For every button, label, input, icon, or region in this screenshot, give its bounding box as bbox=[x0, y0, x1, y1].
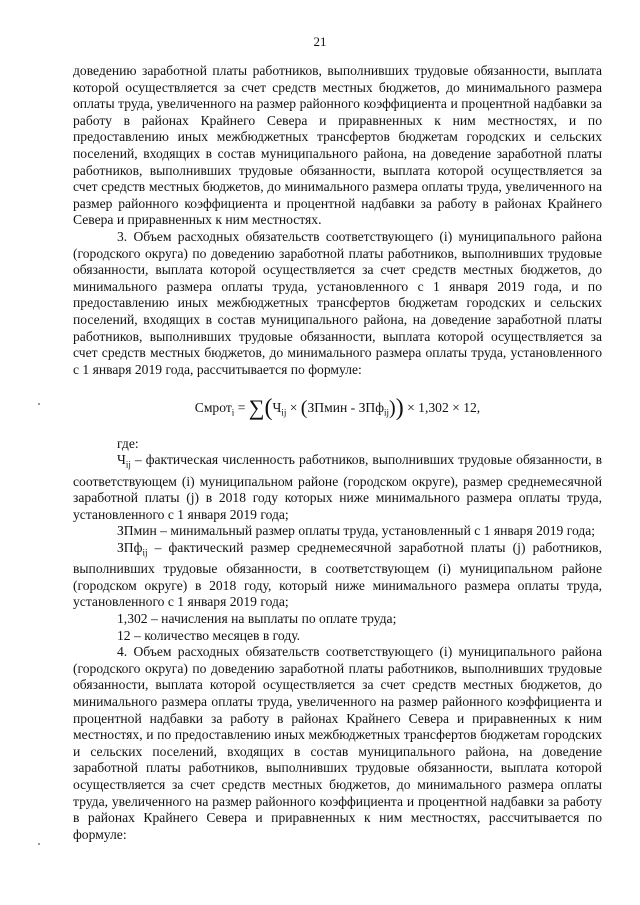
formula-tail: × 1,302 × 12, bbox=[403, 400, 481, 416]
paragraph-4: 4. Объем расходных обязательств соответствующего (i) муниципального района (городского округа) по доведению заработной платы работников, выполнивших трудовые обязанности, выплата которой осуществляется за счет средств местных бюджетов, до минимального размера оплаты труда, увеличенного на размер районного коэффициента и процентной надбавки за работу в районах Крайнего Севера и приравненных к ним местностях, и по предоставлению иных межбюджетных трансфертов бюджетам городских и сельских поселений, входящих в состав муниципального района, на доведение заработной платы работников, выполнивших трудовые обязанности, выплата которой осуществляется за счет средств местных бюджетов, до минимального размера оплаты труда, увеличенного на размер районного коэффициента и процентной надбавки за работу в районах Крайнего Севера и приравненных к ним местностях, рассчитывается по формуле: bbox=[73, 644, 602, 842]
formula-close-paren: ) bbox=[395, 395, 404, 422]
page-number: 21 bbox=[313, 34, 327, 49]
formula-eq: = bbox=[234, 400, 249, 416]
definition-accruals: 1,302 – начисления на выплаты по оплате труда; bbox=[117, 610, 397, 626]
def-text: – фактическая численность работников, выполнивших трудовые обязанности, в соответствующем (i) муниципальном районе (городском округе), размер среднемесячной заработной платы (j) в 2018 году которых ниже минимального размера оплаты труда, установленного с 1 января 2019 года; bbox=[73, 452, 602, 522]
formula-close-paren-inner: ) bbox=[389, 397, 396, 420]
def-symbol-sub: ij bbox=[125, 459, 131, 470]
formula-open-paren: ( bbox=[264, 395, 273, 422]
definition-headcount bbox=[73, 452, 602, 523]
definition-actual-wage bbox=[73, 540, 602, 611]
scan-mark bbox=[38, 843, 40, 845]
formula-term2-sub: ij bbox=[384, 408, 390, 418]
formula-lhs: Смрот bbox=[194, 400, 232, 416]
where-label: где: bbox=[117, 435, 139, 451]
formula-open-paren-inner: ( bbox=[300, 397, 308, 420]
document-body bbox=[73, 63, 602, 843]
def-symbol: ЗПф bbox=[117, 539, 143, 555]
formula-term2: ЗПмин - ЗПф bbox=[307, 400, 385, 416]
paragraph-3: 3. Объем расходных обязательств соответствующего (i) муниципального района (городского округа) по доведению заработной платы работников, выполнивших трудовые обязанности, выплата которой осуществляется за счет средств местных бюджетов, до минимального размера оплаты труда, установленного с 1 января 2019 года, и по предоставлению иных межбюджетных трансфертов бюджетам городских и сельских поселений, входящих в состав муниципального района, на доведение заработной платы работников, выполнивших трудовые обязанности, выплата которой осуществляется за счет средств местных бюджетов, до минимального размера оплаты труда, установленного с 1 января 2019 года, рассчитывается по формуле: bbox=[73, 228, 602, 377]
formula-term1: Ч bbox=[272, 400, 282, 416]
formula-lhs-sub: i bbox=[231, 408, 235, 418]
definition-months: 12 – количество месяцев в году. bbox=[117, 627, 301, 643]
formula-times: × bbox=[286, 400, 301, 416]
def-symbol: Ч bbox=[117, 452, 126, 468]
def-text: – фактический размер среднемесячной заработной платы (j) работников, выполнивших трудовые обязанности, в соответствующем (i) муниципальном районе (городском округе) в 2018 году, который ниже минимального размера оплаты труда, установленного с 1 января 2019 года; bbox=[73, 539, 602, 610]
definition-min-wage: ЗПмин – минимальный размер оплаты труда, установленный с 1 января 2019 года; bbox=[117, 523, 596, 539]
sum-symbol: ∑ bbox=[248, 395, 265, 421]
formula bbox=[73, 395, 602, 422]
formula-term1-sub: ij bbox=[281, 408, 287, 418]
scan-mark bbox=[38, 403, 40, 405]
def-symbol-sub: ij bbox=[142, 547, 148, 558]
paragraph-continuation: доведению заработной платы работников, выполнивших трудовые обязанности, выплата которой осуществляется за счет средств местных бюджетов, до минимального размера оплаты труда, увеличенного на размер районного коэффициента и процентной надбавки за работу в районах Крайнего Севера и приравненных к ним местностях, и по предоставлению иных межбюджетных трансфертов бюджетам городских и сельских поселений, входящих в состав муниципального района, на доведение заработной платы работников, выполнивших трудовые обязанности, выплата которой осуществляется за счет средств местных бюджетов, до минимального размера оплаты труда, увеличенного на размер районного коэффициента и процентной надбавки за работу в районах Крайнего Севера и приравненных к ним местностях. bbox=[73, 63, 602, 228]
